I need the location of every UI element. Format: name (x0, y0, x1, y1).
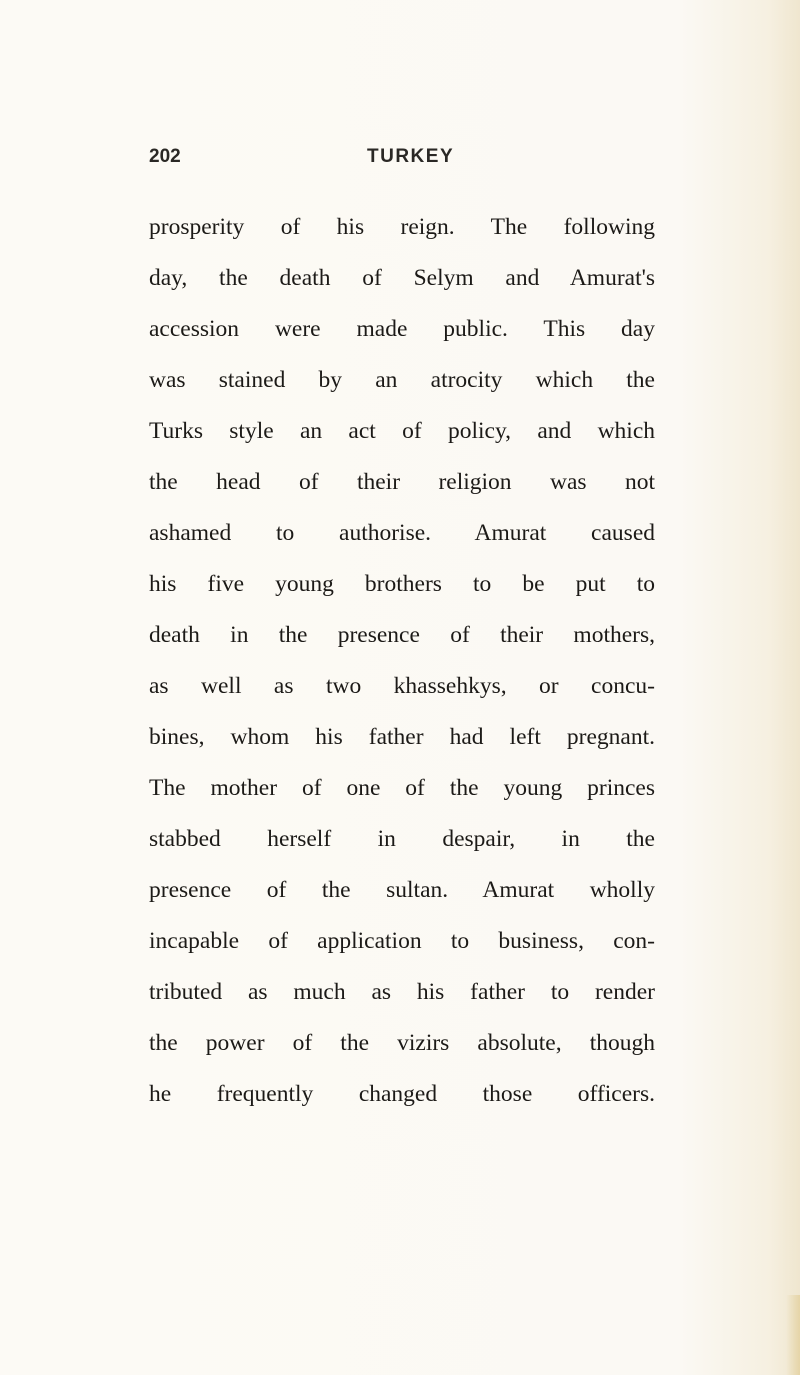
text-line: The mother of one of the young princes (149, 775, 655, 801)
text-line: incapable of application to business, con- (149, 928, 655, 954)
text-line: his five young brothers to be put to (149, 571, 655, 597)
text-line: stabbed herself in despair, in the (149, 826, 655, 852)
text-line: day, the death of Selym and Amurat's (149, 265, 655, 291)
text-line: the head of their religion was not (149, 469, 655, 495)
text-line: death in the presence of their mothers, (149, 622, 655, 648)
page-edge-stain (786, 1295, 800, 1375)
body-text (149, 202, 655, 1120)
page-number: 202 (149, 146, 181, 167)
text-line: as well as two khassehkys, or concu- (149, 673, 655, 699)
text-line: prosperity of his reign. The following (149, 214, 655, 240)
running-title: TURKEY (367, 146, 455, 167)
text-line: was stained by an atrocity which the (149, 367, 655, 393)
text-line: bines, whom his father had left pregnant. (149, 724, 655, 750)
text-line: accession were made public. This day (149, 316, 655, 342)
text-line: the power of the vizirs absolute, though (149, 1030, 655, 1056)
text-line: tributed as much as his father to render (149, 979, 655, 1005)
text-line: Turks style an act of policy, and which (149, 418, 655, 444)
text-line: he frequently changed those officers. (149, 1081, 655, 1107)
text-line: presence of the sultan. Amurat wholly (149, 877, 655, 903)
text-line: ashamed to authorise. Amurat caused (149, 520, 655, 546)
page-header (149, 146, 649, 186)
